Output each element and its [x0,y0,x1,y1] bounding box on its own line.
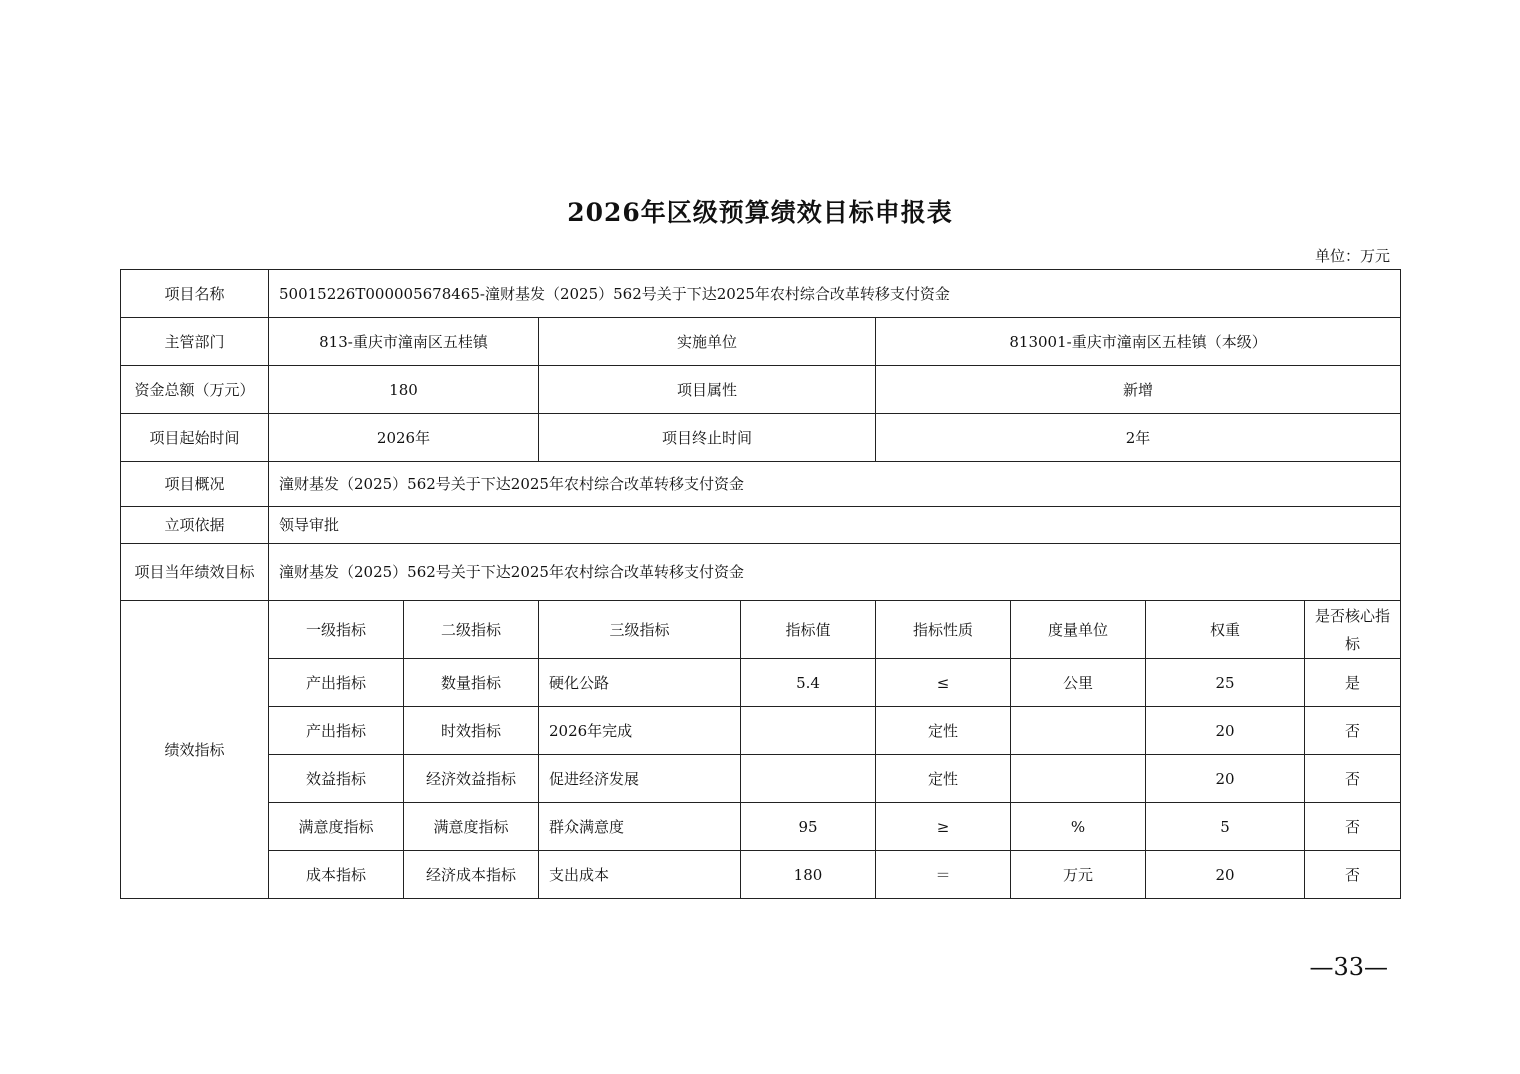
overview-label: 项目概况 [121,462,269,507]
cell-level1: 效益指标 [269,755,404,803]
project-name-value: 50015226T000005678465-潼财基发（2025）562号关于下达2025年农村综合改革转移支付资金 [269,270,1401,318]
table-row [121,755,1401,803]
indicator-section-label: 绩效指标 [121,601,269,899]
goal-label: 项目当年绩效目标 [121,544,269,601]
col-header-nature: 指标性质 [876,601,1011,659]
table-row [121,851,1401,899]
cell-nature: ≥ [876,803,1011,851]
fund-value: 180 [269,366,539,414]
cell-level2: 经济效益指标 [404,755,539,803]
basis-row [121,507,1401,544]
attr-label: 项目属性 [539,366,876,414]
cell-level2: 经济成本指标 [404,851,539,899]
cell-value: 95 [741,803,876,851]
cell-weight: 20 [1146,707,1305,755]
period-row [121,414,1401,462]
cell-core: 否 [1305,803,1401,851]
cell-nature: 定性 [876,707,1011,755]
table-row [121,803,1401,851]
attr-value: 新增 [876,366,1401,414]
cell-core: 否 [1305,755,1401,803]
cell-value: 180 [741,851,876,899]
col-header-level1: 一级指标 [269,601,404,659]
cell-level1: 产出指标 [269,707,404,755]
cell-unit: 公里 [1011,659,1146,707]
fund-label: 资金总额（万元） [121,366,269,414]
basis-value: 领导审批 [269,507,1401,544]
col-header-level3: 三级指标 [539,601,741,659]
cell-level1: 成本指标 [269,851,404,899]
cell-value: 5.4 [741,659,876,707]
cell-value [741,755,876,803]
fund-row [121,366,1401,414]
cell-level2: 满意度指标 [404,803,539,851]
cell-level2: 时效指标 [404,707,539,755]
cell-weight: 20 [1146,755,1305,803]
cell-level1: 产出指标 [269,659,404,707]
cell-weight: 20 [1146,851,1305,899]
end-label: 项目终止时间 [539,414,876,462]
col-header-weight: 权重 [1146,601,1305,659]
project-name-row [121,270,1401,318]
cell-level3: 支出成本 [539,851,741,899]
col-header-core: 是否核心指标 [1305,601,1401,659]
cell-core: 否 [1305,707,1401,755]
cell-value [741,707,876,755]
cell-core: 是 [1305,659,1401,707]
end-value: 2年 [876,414,1401,462]
table-row [121,659,1401,707]
col-header-unit: 度量单位 [1011,601,1146,659]
table-row [121,707,1401,755]
goal-value: 潼财基发（2025）562号关于下达2025年农村综合改革转移支付资金 [269,544,1401,601]
cell-unit [1011,707,1146,755]
cell-unit [1011,755,1146,803]
department-row [121,318,1401,366]
cell-level3: 群众满意度 [539,803,741,851]
cell-weight: 5 [1146,803,1305,851]
col-header-value: 指标值 [741,601,876,659]
cell-level3: 促进经济发展 [539,755,741,803]
dept-label: 主管部门 [121,318,269,366]
cell-weight: 25 [1146,659,1305,707]
project-name-label: 项目名称 [121,270,269,318]
overview-value: 潼财基发（2025）562号关于下达2025年农村综合改革转移支付资金 [269,462,1401,507]
page-number: —33— [1309,953,1388,981]
cell-level1: 满意度指标 [269,803,404,851]
goal-row [121,544,1401,601]
basis-label: 立项依据 [121,507,269,544]
overview-row [121,462,1401,507]
impl-value: 813001-重庆市潼南区五桂镇（本级） [876,318,1401,366]
cell-unit: 万元 [1011,851,1146,899]
start-label: 项目起始时间 [121,414,269,462]
cell-unit: % [1011,803,1146,851]
cell-level3: 2026年完成 [539,707,741,755]
start-value: 2026年 [269,414,539,462]
indicator-header-row [121,601,1401,659]
cell-level2: 数量指标 [404,659,539,707]
col-header-level2: 二级指标 [404,601,539,659]
cell-nature: ≤ [876,659,1011,707]
unit-label: 单位：万元 [1314,247,1390,265]
performance-target-table [120,269,1401,899]
page-title: 2026年区级预算绩效目标申报表 [567,198,953,227]
impl-label: 实施单位 [539,318,876,366]
cell-core: 否 [1305,851,1401,899]
dept-value: 813-重庆市潼南区五桂镇 [269,318,539,366]
cell-nature: ＝ [876,851,1011,899]
cell-nature: 定性 [876,755,1011,803]
cell-level3: 硬化公路 [539,659,741,707]
